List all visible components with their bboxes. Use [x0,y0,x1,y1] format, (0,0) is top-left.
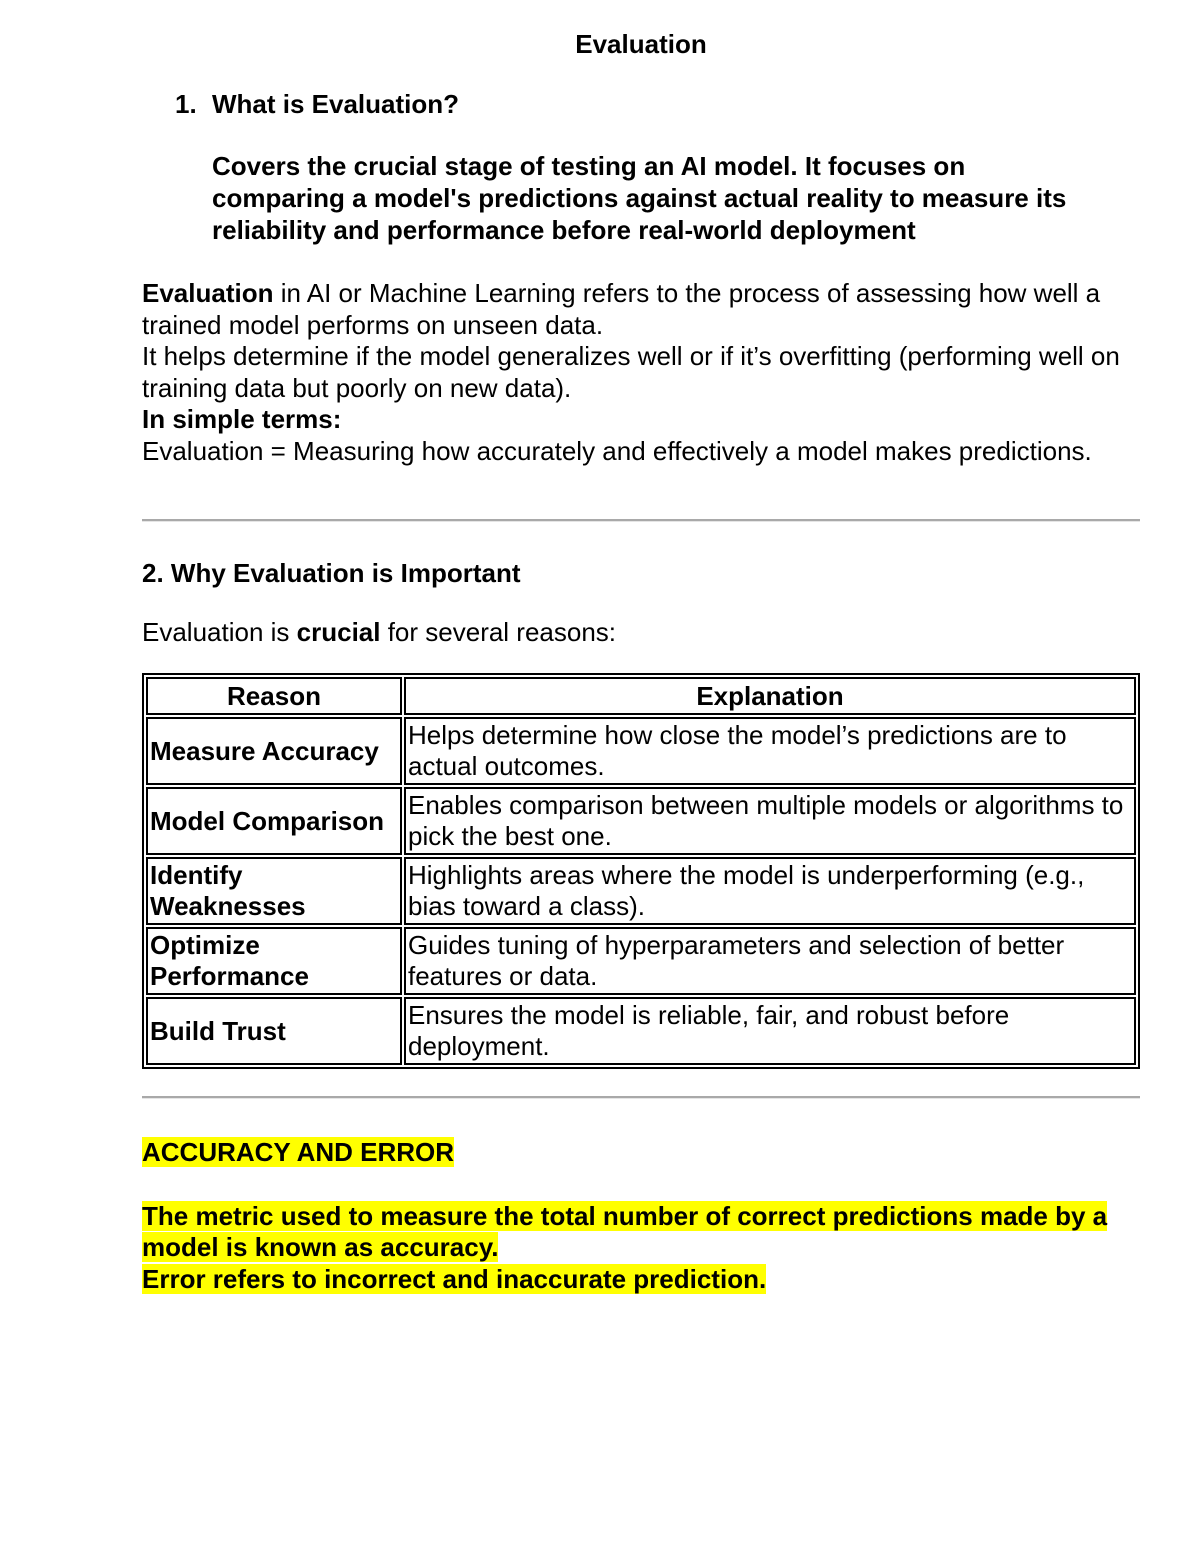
section-1-number: 1. [175,89,197,119]
horizontal-rule-2 [142,1096,1140,1099]
section-2-intro [142,616,616,648]
header-reason: Reason [146,677,402,715]
evaluation-definition [142,278,1140,468]
section-1-title: What is Evaluation? [212,89,460,119]
section-1-summary: Covers the crucial stage of testing an AI model. It focuses on comparing a model's predictions against actual reality to measure its reliability and performance before real-world deployment [212,151,1067,245]
explanation-cell: Helps determine how close the model’s predictions are to actual outcomes. [404,717,1136,785]
definition-text: in AI or Machine Learning refers to the process of assessing how well a trained model performs on unseen data. [142,278,1101,340]
explanation-cell: Guides tuning of hyperparameters and selection of better features or data. [404,927,1136,995]
table-row [146,857,1136,925]
accuracy-error-heading: ACCURACY AND ERROR [142,1137,455,1167]
error-definition: Error refers to incorrect and inaccurate prediction. [142,1263,767,1294]
intro-suffix: for several reasons: [380,617,617,647]
intro-emphasis: crucial [296,617,381,647]
accuracy-error-section [142,1137,1140,1295]
table-header-row [146,677,1136,715]
horizontal-rule-1 [142,519,1140,522]
reason-cell: Model Comparison [146,787,402,855]
simple-terms-label: In simple terms: [142,404,342,435]
reason-cell: Identify Weaknesses [146,857,402,925]
document-title: Evaluation [575,29,707,59]
explanation-cell: Enables comparison between multiple models or algorithms to pick the best one. [404,787,1136,855]
section-2-heading: 2. Why Evaluation is Important [142,558,521,588]
simple-terms-text: Evaluation = Measuring how accurately and effectively a model makes predictions. [142,435,1092,466]
table-row [146,997,1136,1065]
intro-prefix: Evaluation is [142,617,297,647]
section-1-heading [175,88,1105,120]
overfitting-paragraph: It helps determine if the model generalizes well or if it’s overfitting (performing well on training data but poorly on new data). [142,341,1120,403]
section-1 [175,88,1105,246]
table-row [146,927,1136,995]
accuracy-definition: The metric used to measure the total number of correct predictions made by a model is known as accuracy. [142,1200,1108,1263]
reason-cell: Measure Accuracy [146,717,402,785]
definition-paragraph [142,278,1140,341]
table-row [146,787,1136,855]
reasons-table [142,673,1140,1069]
header-explanation: Explanation [404,677,1136,715]
definition-term: Evaluation [142,278,274,308]
explanation-cell: Highlights areas where the model is underperforming (e.g., bias toward a class). [404,857,1136,925]
table-row [146,717,1136,785]
reason-cell: Build Trust [146,997,402,1065]
explanation-cell: Ensures the model is reliable, fair, and robust before deployment. [404,997,1136,1065]
reason-cell: Optimize Performance [146,927,402,995]
